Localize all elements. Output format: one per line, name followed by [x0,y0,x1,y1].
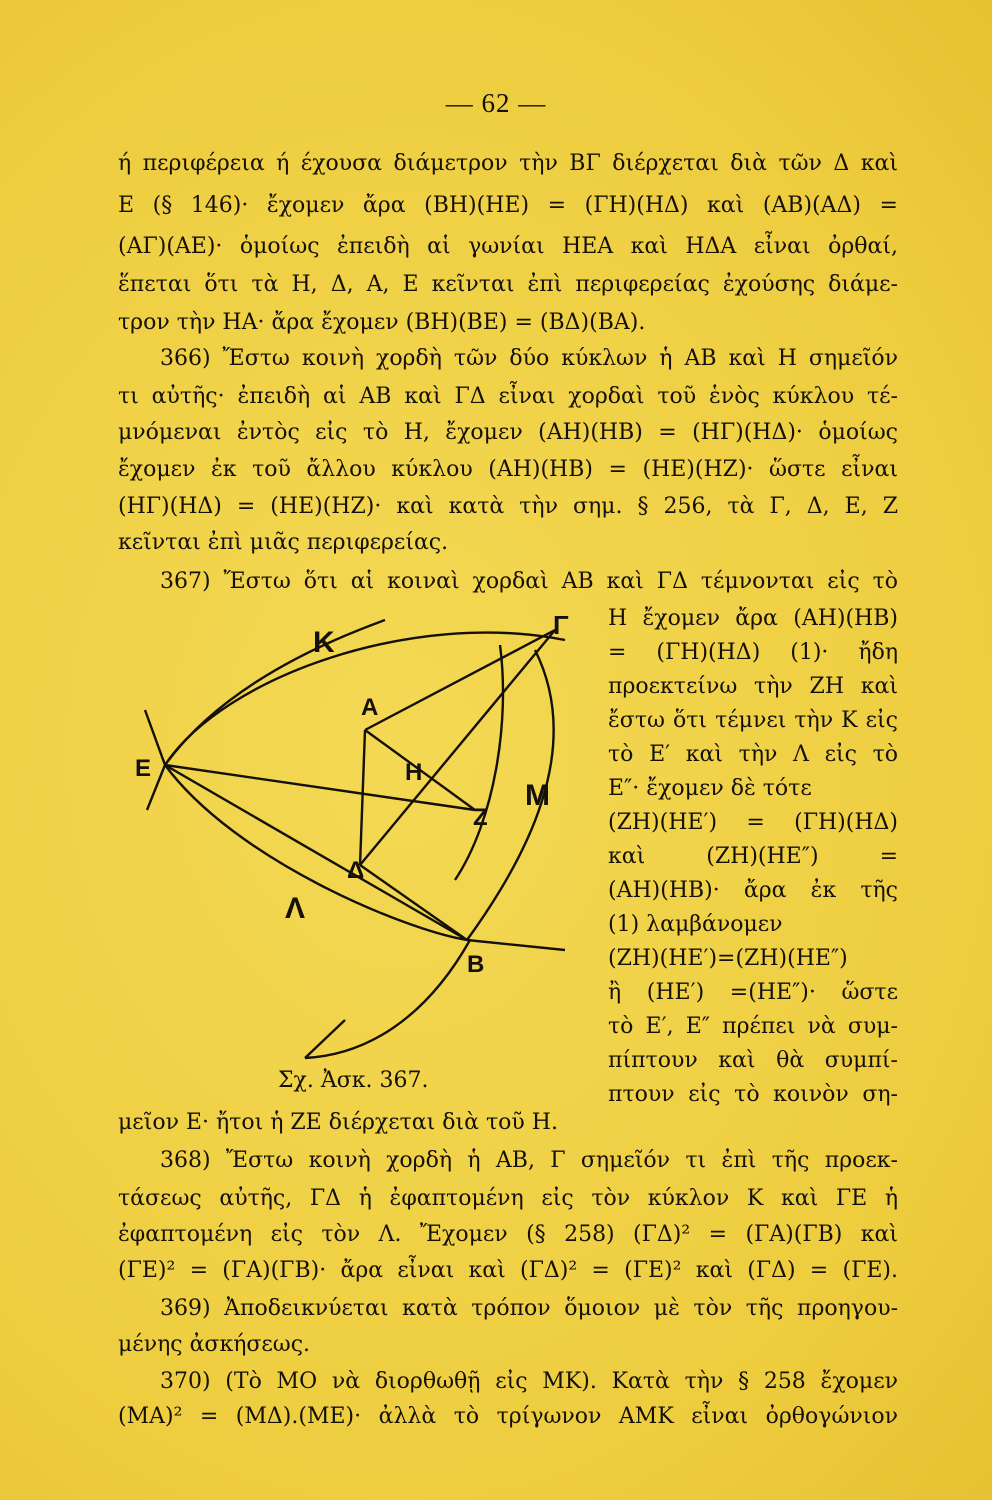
text-line: ἕπεται ὅτι τὰ Η, Δ, Α, Ε κεῖνται ἐπὶ περιφερείας ἐχούσης διάμε- [118,272,898,297]
figure-diagram [115,600,600,1080]
text-line: 370) (Τὸ ΜΟ νὰ διορθωθῇ εἰς ΜΚ). Κατὰ τὴν § 258 ἔχομεν [160,1369,898,1394]
label-a: Α [361,694,379,721]
circle-l-left [165,620,385,765]
text-line: (ΖΗ)(ΗΕ′) = (ΓΗ)(ΗΔ) [608,810,898,835]
text-line: (ΖΗ)(ΗΕ′)=(ΖΗ)(ΗΕ″) [608,946,848,971]
text-line: (ΜΑ)² = (ΜΔ).(ΜΕ)· ἀλλὰ τὸ τρίγωνον ΑΜΚ εἶναι ὀρθογώνιον [118,1404,898,1429]
text-line: = (ΓΗ)(ΗΔ) (1)· ἤδη [608,640,898,665]
text-line: ἢ (ΗΕ′) =(ΗΕ″)· ὥστε [608,980,898,1005]
text-line: τάσεως αὐτῆς, ΓΔ ἡ ἐφαπτομένη εἰς τὸν κύκλον Κ καὶ ΓΕ ἡ [118,1186,898,1211]
label-g: Γ [553,610,569,640]
text-line: τι αὐτῆς· ἐπειδὴ αἱ ΑΒ καὶ ΓΔ εἶναι χορδαὶ τοῦ ἑνὸς κύκλου τέ- [118,384,898,409]
text-line: 366) Ἔστω κοινὴ χορδὴ τῶν δύο κύκλων ἡ ΑΒ καὶ Η σημεῖόν [160,346,898,371]
text-line: μένης ἀσκήσεως. [118,1332,311,1357]
text-line: Ε″· ἔχομεν δὲ τότε [608,776,812,801]
text-line: πίπτουν καὶ θὰ συμπί- [608,1048,898,1073]
figure-caption: Σχ. Ἀσκ. 367. [278,1068,429,1093]
text-line: ή περιφέρεια ή έχουσα διάμετρον τὴν ΒΓ διέρχεται διὰ τῶν Δ καὶ [118,151,898,176]
text-line: μεῖον Ε· ἤτοι ἡ ΖΕ διέρχεται διὰ τοῦ Η. [118,1110,558,1135]
label-b: Β [467,951,485,978]
text-line: καὶ (ΖΗ)(ΗΕ″) = [608,844,898,869]
right-arc [455,645,503,880]
text-line: (1) λαμβάνομεν [608,912,783,937]
label-l: Λ [285,892,306,925]
text-line: ἔστω ὅτι τέμνει τὴν Κ εἰς [608,708,898,733]
text-line: 369) Ἀποδεικνύεται κατὰ τρόπον ὅμοιον μὲ τὸν τῆς προηγου- [160,1296,898,1321]
text-line: (ΗΓ)(ΗΔ) = (ΗΕ)(ΗΖ)· καὶ κατὰ τὴν σημ. § 256, τὰ Γ, Δ, Ε, Ζ [118,494,898,519]
text-line: Η ἔχομεν ἄρα (ΑΗ)(ΗΒ) [608,606,898,631]
text-line: (ΑΓ)(ΑΕ)· ὁμοίως ἐπειδὴ αἱ γωνίαι ΗΕΑ καὶ ΗΔΑ εἶναι ὀρθαί, [118,234,898,259]
text-line: προεκτείνω τὴν ΖΗ καὶ [608,674,898,699]
text-line: μνόμεναι ἐντὸς εἰς τὸ Η, ἔχομεν (ΑΗ)(ΗΒ) = (ΗΓ)(ΗΔ)· ὁμοίως [118,420,898,445]
label-z: Ζ [473,804,488,831]
text-line: (ΓΕ)² = (ΓΑ)(ΓΒ)· ἄρα εἶναι καὶ (ΓΔ)² = (ΓΕ)² καὶ (ΓΔ) = (ΓΕ). [118,1258,898,1283]
text-line: Ε (§ 146)· ἔχομεν ἄρα (ΒΗ)(ΗΕ) = (ΓΗ)(ΗΔ) καὶ (ΑΒ)(ΑΔ) = [118,193,898,218]
text-line: πτουν εἰς τὸ κοινὸν ση- [608,1082,898,1107]
label-d: Δ [347,857,365,884]
line-db [360,865,467,940]
text-line: τὸ Ε′ καὶ τὴν Λ εἰς τὸ [608,742,898,767]
line-ag [365,630,555,730]
label-e: Ε [135,755,152,782]
text-line: κεῖνται ἐπὶ μιᾶς περιφερείας. [118,530,449,555]
line-ez [165,765,475,810]
text-line: (ΑΗ)(ΗΒ)· ἄρα ἐκ τῆς [608,878,898,903]
text-line: τρον τὴν ΗΑ· ἄρα ἔχομεν (ΒΗ)(ΒΕ) = (ΒΔ)(ΒΑ). [118,310,646,335]
label-h: Η [405,759,423,786]
label-m: Μ [525,779,550,812]
line-ad [360,730,365,865]
text-line: 367) Ἔστω ὅτι αἱ κοιναὶ χορδαὶ ΑΒ καὶ ΓΔ τέμνονται εἰς τὸ [160,569,898,594]
text-line: ἐφαπτομένη εἰς τὸν Λ. Ἔχομεν (§ 258) (ΓΔ)² = (ΓΑ)(ΓΒ) καὶ [118,1222,898,1247]
page-number: — 62 — [445,88,547,118]
text-line: τὸ Ε′, Ε″ πρέπει νὰ συμ- [608,1014,898,1039]
circle-l-lower [305,940,470,1058]
label-k: Κ [313,626,335,659]
line-b-tail [467,940,565,950]
text-line: 368) Ἔστω κοινὴ χορδὴ ἡ ΑΒ, Γ σημεῖόν τι ἐπὶ τῆς προεκ- [160,1148,898,1173]
text-line: ἔχομεν ἐκ τοῦ ἄλλου κύκλου (ΑΗ)(ΗΒ) = (ΗΕ)(ΗΖ)· ὥστε εἶναι [118,457,898,482]
geometry-figure [115,600,600,1080]
